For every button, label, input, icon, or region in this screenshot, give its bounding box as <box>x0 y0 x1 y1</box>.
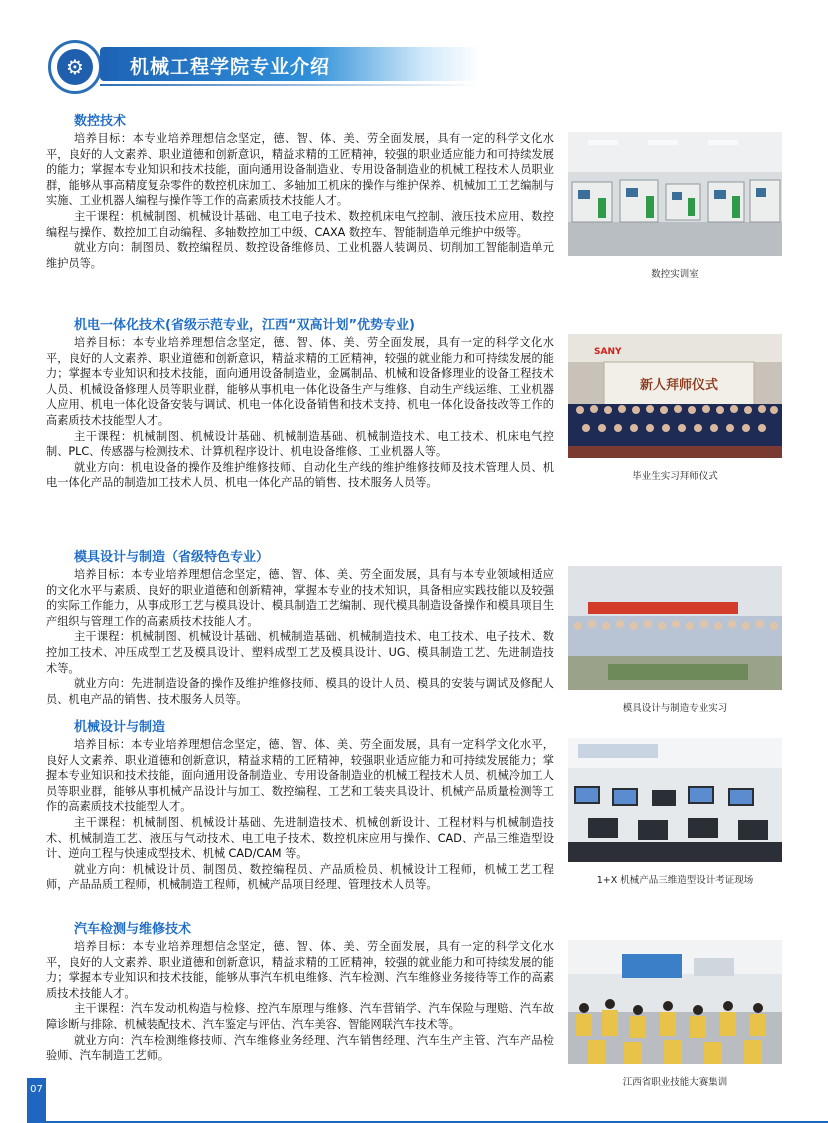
section-paragraph: 就业方向：机械设计员、制图员、数控编程员、产品质检员、机械设计工程师，机械工艺工程师，产品品质工程师，机械制造工程师，机械产品项目经理、管理技术人员等。 <box>46 862 554 892</box>
photo-cnc-training-room <box>568 132 782 256</box>
photo-caption: 毕业生实习拜师仪式 <box>632 471 718 482</box>
section-paragraph: 培养目标：本专业培养理想信念坚定，德、智、体、美、劳全面发展，具有一定的科学文化水平，良好的人文素养、职业道德和创新意识，精益求精的工匠精神，较强的就业能力和可持续发展的能力；掌握本专业知识和技术技能，能够从事汽车机电维修、汽车检测、汽车维修业务接待等工作的高素质技术技能人才。 <box>46 940 554 1000</box>
section-paragraph: 主干课程：机械制图、机械设计基础、机械制造基础、机械制造技术、电工技术、电子技术、数控加工技术、冲压成型工艺及模具设计、塑料成型工艺及模具设计、UG、模具制造工艺、先进制造技术等。 <box>46 630 554 675</box>
section-paragraph: 就业方向：机电设备的操作及维护维修技师、自动化生产线的维护维修技师及技术管理人员、机电一体化产品的制造加工技术人员、机电一体化产品的销售、技术服务人员等。 <box>46 460 554 490</box>
section-title: 机电一体化技术(省级示范专业，江西“双高计划”优势专业) <box>74 318 415 333</box>
section-paragraph: 培养目标：本专业培养理想信念坚定，德、智、体、美、劳全面发展，具有一定的科学文化水平，良好的人文素养、职业道德和创新意识，精益求精的工匠精神，较强的就业能力和可持续发展的能力；掌握本专业知识和技术技能，面向通用设备制造业，金属制品、机械和设备修理业的设备工程技术人员、机械设备修理人员等职业群，能够从事机电一体化设备生产与维修、自动生产线运维、工业机器人应用、机电一体化设备安装与调试、机电一体化设备销售和技术支持、机电一体化设备技改等工作的高素质技术技能型人才。 <box>46 336 554 427</box>
photo-caption: 1+X 机械产品三维造型设计考证现场 <box>596 875 754 886</box>
section-title: 数控技术 <box>74 114 127 129</box>
photo-caption: 数控实训室 <box>651 269 699 280</box>
section-mold-design <box>46 546 554 707</box>
sany-brand-text: SANY <box>594 347 622 357</box>
header-underline <box>100 84 480 86</box>
ceremony-banner-text: 新人拜师仪式 <box>639 378 719 393</box>
page-number-tab <box>27 1078 46 1123</box>
section-paragraph: 主干课程：机械制图、机械设计基础、电工电子技术、数控机床电气控制、液压技术应用、数控编程与操作、数控加工自动编程、多轴数控加工中级、CAXA 数控车、智能制造单元维护中级等。 <box>46 209 554 239</box>
section-paragraph: 就业方向：汽车检测维修技师、汽车维修业务经理、汽车销售经理、汽车生产主管、汽车产品检验师、汽车制造工艺师。 <box>46 1033 554 1063</box>
photo-caption: 模具设计与制造专业实习 <box>622 703 728 714</box>
section-paragraph: 培养目标：本专业培养理想信念坚定，德、智、体、美、劳全面发展，具有与本专业领域相适应的文化水平与素质、良好的职业道德和创新精神，掌握本专业的技术知识，具备相应实践技能以及较强的实际工作能力，从事成形工艺与模具设计、模具制造工艺编制、现代模具制造设备操作和模具项目生产组织与管理工作的高素质技术技能人才。 <box>46 568 554 628</box>
photo-caption: 江西省职业技能大赛集训 <box>622 1077 728 1088</box>
section-paragraph: 培养目标：本专业培养理想信念坚定，德、智、体、美、劳全面发展，具有一定的科学文化水平，良好的人文素养、职业道德和创新意识，精益求精的工匠精神，较强的职业适应能力和可持续发展的能力；掌握本专业知识和技术技能，面向通用设备制造业、专用设备制造业的机械工程技术人员职业群，能够从事高精度复杂零件的数控机床加工、多轴加工机床的操作与维护保养、机械加工工艺编制与实施、工业机器人编程与操作等工作的高素质技术技能人才。 <box>46 132 554 208</box>
section-paragraph: 主干课程：机械制图、机械设计基础、机械制造基础、机械制造技术、电工技术、机床电气控制、PLC、传感器与检测技术、计算机程序设计、机电设备维修、工业机器人等。 <box>46 429 554 459</box>
page-number: 07 <box>30 1084 43 1095</box>
section-title: 机械设计与制造 <box>74 720 166 735</box>
section-title: 模具设计与制造（省级特色专业） <box>74 550 270 565</box>
section-cnc <box>46 110 554 271</box>
section-paragraph: 培养目标：本专业培养理想信念坚定，德、智、体、美、劳全面发展，具有一定科学文化水平，良好人文素养、职业道德和创新意识，精益求精的工匠精神，较强职业适应能力和可持续发展能力；掌握本专业知识和技术技能，面向通用设备制造业、专用设备制造业的机械工程技术人员、机械冷加工人员等职业群，能够从事机械产品设计与加工、数控编程、工艺和工装夹具设计、机械产品质量检测等工作的高素质技术技能型人才。 <box>46 738 554 814</box>
section-paragraph: 主干课程：汽车发动机构造与检修、控汽车原理与维修、汽车营销学、汽车保险与理赔、汽车故障诊断与排除、机械装配技术、汽车鉴定与评估、汽车美容、智能网联汽车技术等。 <box>46 1002 554 1031</box>
college-logo-emblem: ⚙ <box>57 49 93 85</box>
section-title: 汽车检测与维修技术 <box>74 922 192 937</box>
section-auto-repair <box>46 918 554 1064</box>
college-logo <box>48 40 102 94</box>
section-paragraph: 就业方向：先进制造设备的操作及维护维修技师、模具的设计人员、模具的安装与调试及修配人员、机电产品的销售、技术服务人员等。 <box>46 677 554 706</box>
section-paragraph: 就业方向：制图员、数控编程员、数控设备维修员、工业机器人装调员、切削加工智能制造单元维护员等。 <box>46 241 554 270</box>
photo-mold-internship <box>568 566 782 690</box>
section-mechanical-design <box>46 716 554 893</box>
page-title: 机械工程学院专业介绍 <box>130 56 331 78</box>
section-paragraph: 主干课程：机械制图、机械设计基础、先进制造技术、机械创新设计、工程材料与机械制造技术、机械制造工艺、液压与气动技术、电工电子技术、数控机床应用与操作、CAD、产品三维造型设计、逆向工程与快速成型技术、机械 CAD/CAM 等。 <box>46 815 554 861</box>
photo-cad-certification <box>568 738 782 862</box>
section-mechatronics <box>46 314 554 491</box>
photo-apprentice-ceremony <box>568 334 782 458</box>
header-banner <box>100 47 480 81</box>
photo-skills-competition <box>568 940 782 1064</box>
